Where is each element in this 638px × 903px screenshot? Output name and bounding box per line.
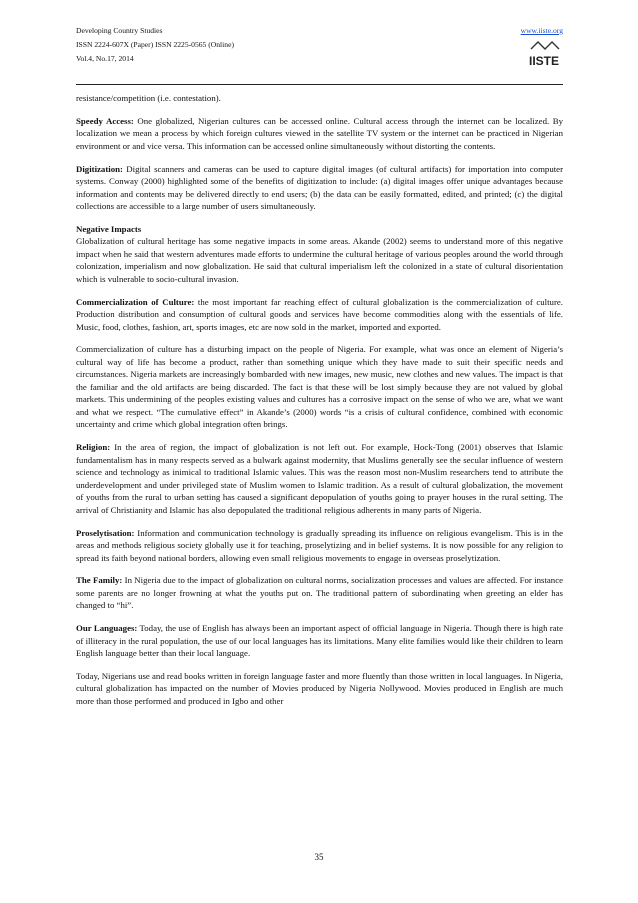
page-header	[76, 24, 563, 90]
paragraph-languages	[76, 622, 563, 660]
heading-negative-impacts: Negative Impacts	[76, 223, 142, 234]
text-family: In Nigeria due to the impact of globalization on cultural norms, socialization processes and values are affected. For instance some parents are no longer frowning at what the youths put on. The traditional pattern of subordinating when greeting an elder has changed to “hi”.	[76, 575, 563, 611]
text-proselytisation: Information and communication technology is gradually spreading its influence on religious evangelism. This is in the areas and methods religious society globally use it for teaching, proselytizing and in belief systems. It is now possible for any religion to spread its faith beyond national borders, allowing even small religious movements to engage in overseas proselytization.	[76, 527, 563, 563]
article-body	[76, 92, 563, 718]
page-number: 35	[314, 852, 324, 862]
iiste-logo	[527, 40, 561, 68]
text-digitization: Digital scanners and cameras can be used to capture digital images (of cultural artifacts) for importation into computer systems. Conway (2000) highlighted some of the benefits of digitization to include: (a) digital images offer unique advantages because information and contents may be delivered directly to end users; (b) the data can be easily formatted, edited, and printed; (c) the digital collections are accessible to a large number of users simultaneously.	[76, 163, 563, 212]
paragraph-continuation: resistance/competition (i.e. contestation).	[76, 93, 221, 103]
heading-religion: Religion:	[76, 442, 111, 453]
paragraph-commercialization-impact: Commercialization of culture has a disturbing impact on the people of Nigeria. For example, what was once an element of Nigeria’s cultural way of life has become a product, rather than something unique which they have made to suit their specific needs and circumstances. Nigeria markets are increasingly bombarded with new images, new music, new clothes and new values. The impact is that the familiar and the old artifacts are being discarded. The fact is that these will be lost simply because they are not valued by global markets. This undermining of the peoples existing values and cultures has a corrosive impact on the sense of who we are, what we want and what we respect. “The cumulative effect” in Akande’s (2000) words “is a crisis of cultural confidence, combined with economic uncertainty and crime which global integration often brings.	[76, 344, 563, 430]
paragraph-family	[76, 574, 563, 612]
heading-languages: Our Languages:	[76, 623, 138, 634]
header-rule	[76, 84, 563, 85]
heading-speedy-access: Speedy Access:	[76, 115, 134, 126]
paragraph-digitization	[76, 163, 563, 213]
volume-line: Vol.4, No.17, 2014	[76, 54, 134, 63]
section-negative-impacts	[76, 223, 563, 286]
journal-name: Developing Country Studies	[76, 26, 163, 35]
text-commercialization: the most important far reaching effect of cultural globalization is the commercialization of culture. Production distribution and consumption of cultural goods and services have become commodities along with the essentials of life. Music, food, clothes, fashion, art, sports images, etc are now sold in the market, imported and exported.	[76, 296, 563, 332]
logo-text: IISTE	[528, 54, 560, 68]
text-religion: In the area of region, the impact of globalization is not left out. For example, Hock-Tong (2001) observes that Islamic fundamentalism has in many respects served as a bulwark against modernity, that Muslims generally see the secular influence of western science and technology as inimical to traditional Islamic values. This was the reason most non-Muslim researchers tend to attribute the underdevelopment and under privileged state of Muslim women to Islamic tradition. As a result of cultural globalization, the movement of youths from the rural to urban setting has caused a significant depopulation of youths going to prayer houses in the rural setting. The arrival of Christianity and Islamic has also depopulated the traditional religious adherents in many parts of Nigeria.	[76, 442, 563, 515]
heading-proselytisation: Proselytisation:	[76, 527, 135, 538]
heading-commercialization: Commercialization of Culture:	[76, 296, 195, 307]
paragraph-speedy-access	[76, 115, 563, 153]
paragraph-commercialization	[76, 296, 563, 334]
heading-family: The Family:	[76, 575, 123, 586]
issn-line: ISSN 2224-607X (Paper) ISSN 2225-0565 (Online)	[76, 40, 234, 49]
paragraph-nollywood: Today, Nigerians use and read books written in foreign language faster and more fluently than those written in local languages. In Nigeria, cultural globalization has impacted on the number of Movies produced by Nigeria Nollywood. Movies produced in English are much more than those performed and produced in Igbo and other	[76, 670, 563, 706]
journal-url-link[interactable]: www.iiste.org	[520, 26, 563, 35]
text-speedy-access: One globalized, Nigerian cultures can be accessed online. Cultural access through the internet can be localized. By localization we mean a process by which foreign cultures viewed in the satellite TV system or the internet can be practiced in Nigerian environment or and vice versa. This information can be accessed online simultaneously without distorting the contents.	[76, 115, 563, 151]
text-negative-impacts: Globalization of cultural heritage has some negative impacts in some areas. Akande (2002) seems to understand more of this negative impact when he said that western adventures made efforts to undermine the cultural heritage of various peoples around the world through colonization, imperialism and now globalization. He said that cultural imperialism left the colonized in a state of cultural disorientation which is vulnerable to socio-cultural invasion.	[76, 236, 563, 284]
paragraph-proselytisation	[76, 527, 563, 565]
text-languages: Today, the use of English has always been an important aspect of official language in Nigeria. Though there is high rate of illiteracy in the rural population, the use of our local languages has its limitations. Many elite families would like their children to learn English language better than their local language.	[76, 623, 563, 659]
paragraph-religion	[76, 441, 563, 516]
heading-digitization: Digitization:	[76, 163, 123, 174]
